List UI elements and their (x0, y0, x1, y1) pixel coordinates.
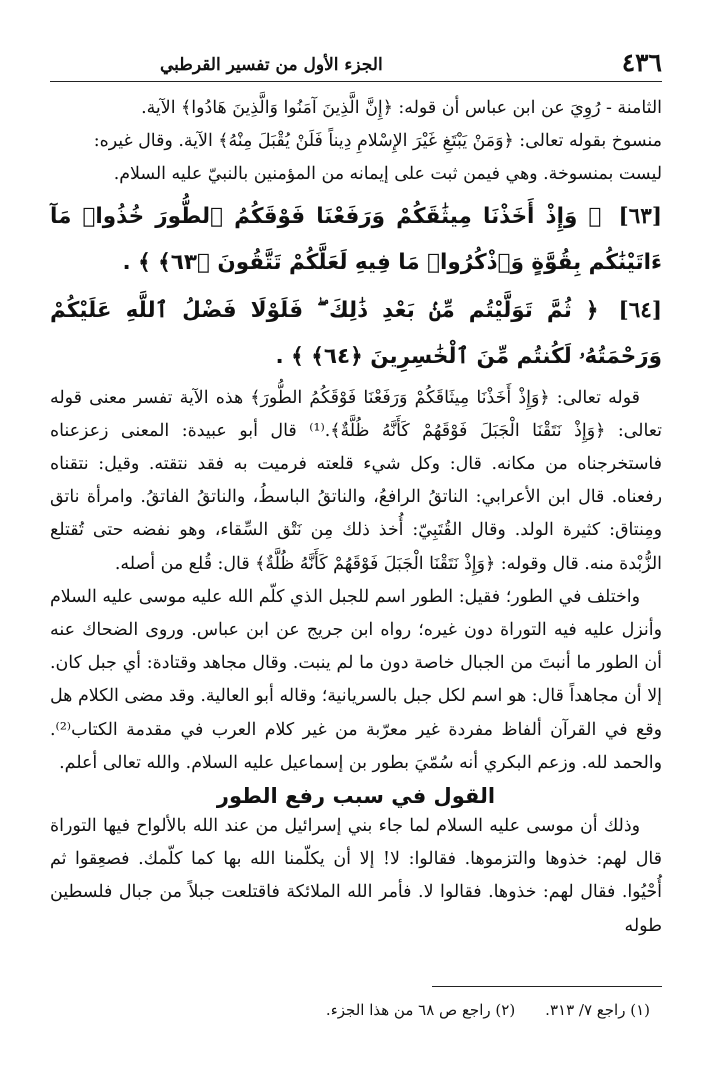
commentary-paragraph-2: واختلف في الطور؛ فقيل: الطور اسم للجبل الذي كلّم الله عليه موسى عليه السلام وأنزل عليه فيه التوراة دون غيره؛ رواه ابن جريج عن ابن عباس. وروى الضحاك عنه أن الطور ما أنبتَ من الجبال خاصة دون ما لم ينبت. وقال مجاهد وقتادة: أي جبل كان. إلا أن مجاهداً قال: هو اسم لكل جبل بالسريانية؛ وقاله أبو العالية. وقد مضى الكلام هل وقع في القرآن ألفاظ مفردة غير معرّبة من غير كلام العرب في مقدمة الكتاب⁽²⁾. والحمد لله. وزعم البكري أنه سُمّيَ بطور بن إسماعيل عليه السلام. والله تعالى أعلم. (50, 586, 662, 773)
verse-number: [٦٣] (618, 203, 662, 229)
text-line-3: ليست بمنسوخة. وهي فيمن ثبت على إيمانه من المؤمنين بالنبيّ عليه السلام. (113, 164, 662, 185)
text-line-1: الثامنة - رُوِيَ عن ابن عباس أن قوله: ﴿إِنَّ الَّذِينَ آمَنُوا وَالَّذِينَ هَادُوا﴾ الآية. (141, 98, 662, 118)
page-number: ٤٣٦ (621, 48, 662, 77)
intro-block (50, 92, 662, 192)
footnote-2: (٢) راجع ص ٦٨ من هذا الجزء. (325, 1001, 516, 1019)
commentary-paragraph-3: وذلك أن موسى عليه السلام لما جاء بني إسرائيل من عند الله بالألواح فيها التوراة قال لهم: خذوها والتزموها. فقالوا: لا! إلا أن يكلّمنا الله بها كما كلّمك. فصعِقوا ثم أُحْيُوا. فقال لهم: خذوها. فقالوا لا. فأمر الله الملائكة فاقتلعت جبلاً من جبال فلسطين طوله (50, 816, 662, 936)
footnote-divider (432, 986, 662, 987)
running-title: الجزء الأول من تفسير القرطبي (160, 55, 383, 75)
page-header (50, 50, 662, 82)
verse-block (50, 194, 662, 380)
footnotes (326, 1001, 650, 1019)
verse-64 (50, 288, 662, 380)
verse-number: [٦٤] (618, 297, 662, 323)
verse-text: ﴿ ثُمَّ تَوَلَّيْتُم مِّنۢ بَعْدِ ذَٰلِكَ ۖ فَلَوْلَا فَضْلُ ٱللَّهِ عَلَيْكُمْ وَرَحْمَتُهُۥ لَكُنتُم مِّنَ ٱلْخَٰسِرِينَ ﴿٦٤﴾ ﴾ . (50, 297, 662, 369)
section-title: القول في سبب رفع الطور (216, 784, 496, 809)
text-line-2: منسوخ بقوله تعالى: ﴿وَمَنْ يَبْتَغِ غَيْرَ الإِسْلامِ دِيناً فَلَنْ يُقْبَلَ مِنْهُ﴾ الآية. وقال غيره: (93, 131, 662, 152)
verse-63 (50, 194, 662, 286)
verse-text: ﴿ وَإِذْ أَخَذْنَا مِيثَٰقَكُمْ وَرَفَعْنَا فَوْقَكُمُ ٱلطُّورَ خُذُوا۟ مَآ ءَاتَيْنَٰكُم بِقُوَّةٍ وَٱذْكُرُوا۟ مَا فِيهِ لَعَلَّكُمْ تَتَّقُونَ ﴿٦٣﴾ ﴾ . (50, 203, 662, 275)
commentary-paragraph-1: قوله تعالى: ﴿وَإِذْ أَخَذْنَا مِيثَاقَكُمْ وَرَفَعْنَا فَوْقَكُمُ الطُّورَ﴾ هذه الآية تفسر معنى قوله تعالى: ﴿وَإِذْ نَتَقْنَا الْجَبَلَ فَوْقَهُمْ كَأَنَّهُ ظُلَّةٌ﴾.⁽¹⁾ قال أبو عبيدة: المعنى زعزعناه فاستخرجناه من مكانه. قال: وكل شيء قلعته فرميت به فقد نتقته. وقيل: نتقناه رفعناه. قال ابن الأعرابي: الناتقُ الرافعُ، والناتقُ الباسطُ، والناتقُ الفاتقُ. وامرأة ناتق ومِنتاق: كثيرة الولد. وقال القُتَبِيّ: أُخذ ذلك مِن نَتْق السِّقاء، وهو نفضه حتى تُقتلع الزُّبْدة منه. قال وقوله: ﴿وَإِذْ نَتَقْنَا الْجَبَلَ فَوْقَهُمْ كَأَنَّهُ ظُلَّةٌ﴾ قال: قُلع من أصله. (50, 387, 662, 574)
footnote-1: (١) راجع ٧/ ٣١٣. (545, 1001, 650, 1019)
